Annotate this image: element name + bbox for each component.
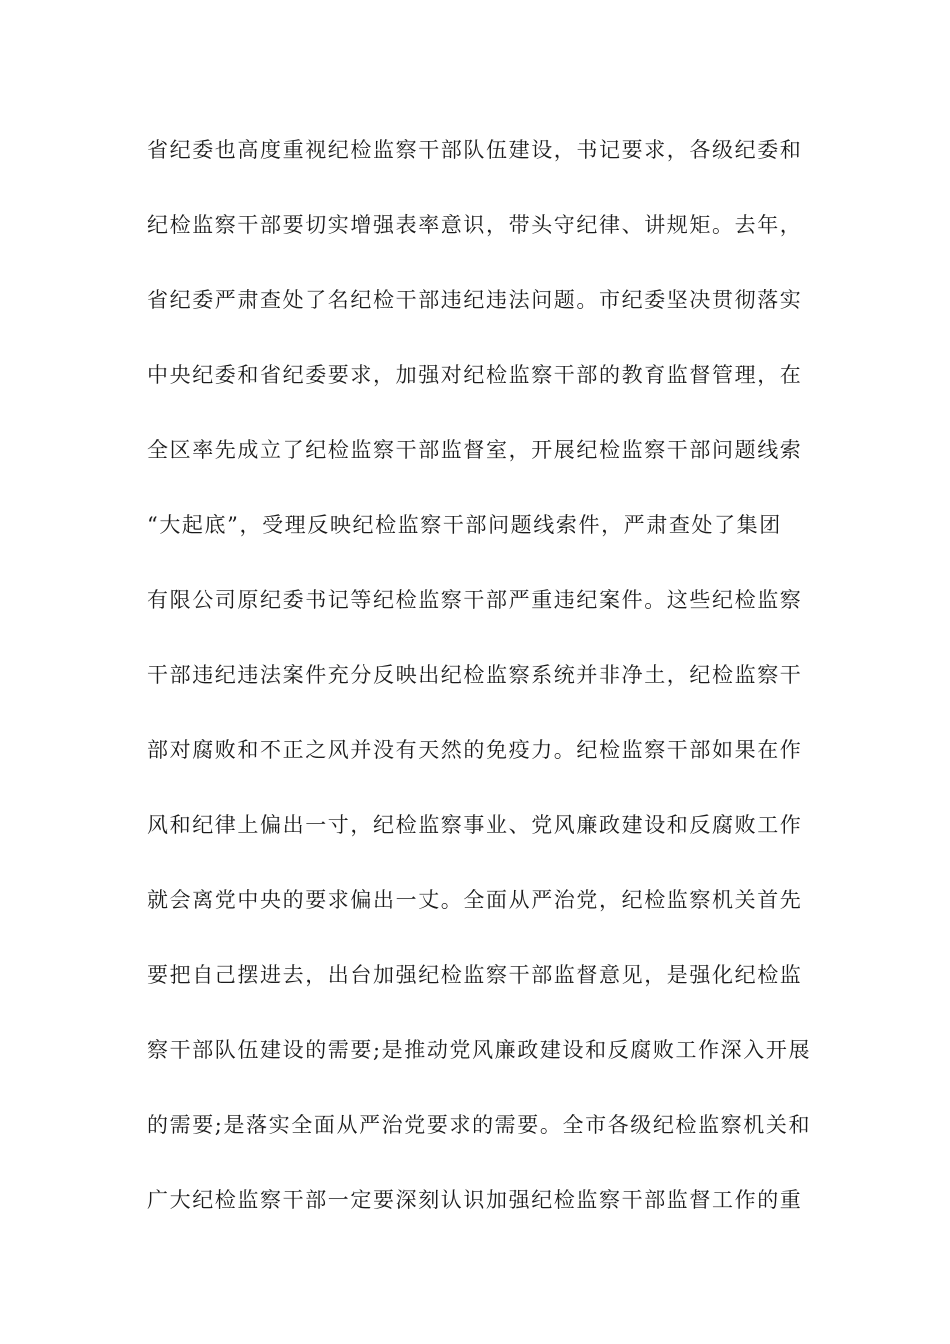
text-line: 省纪委也高度重视纪检监察干部队伍建设，书记要求，各级纪委和: [147, 138, 803, 162]
text-line: 广大纪检监察干部一定要深刻认识加强纪检监察干部监督工作的重: [147, 1188, 803, 1212]
text-line: 中央纪委和省纪委要求，加强对纪检监察干部的教育监督管理，在: [147, 363, 803, 387]
text-line: 察干部队伍建设的需要;是推动党风廉政建设和反腐败工作深入开展: [147, 1038, 812, 1062]
text-line: 干部违纪违法案件充分反映出纪检监察系统并非净土，纪检监察干: [147, 663, 803, 687]
text-line: “大起底”，受理反映纪检监察干部问题线索件，严肃查处了集团: [147, 513, 782, 537]
text-line: 纪检监察干部要切实增强表率意识，带头守纪律、讲规矩。去年，: [147, 213, 803, 237]
text-line: 的需要;是落实全面从严治党要求的需要。全市各级纪检监察机关和: [147, 1113, 812, 1137]
text-line: 全区率先成立了纪检监察干部监督室，开展纪检监察干部问题线索: [147, 438, 803, 462]
text-line: 有限公司原纪委书记等纪检监察干部严重违纪案件。这些纪检监察: [147, 588, 803, 612]
text-line: 要把自己摆进去，出台加强纪检监察干部监督意见，是强化纪检监: [147, 963, 803, 987]
text-line: 部对腐败和不正之风并没有天然的免疫力。纪检监察干部如果在作: [147, 738, 803, 762]
body-paragraph: [147, 130, 812, 1255]
text-line: 省纪委严肃查处了名纪检干部违纪违法问题。市纪委坚决贯彻落实: [147, 288, 803, 312]
text-line: 就会离党中央的要求偏出一丈。全面从严治党，纪检监察机关首先: [147, 888, 803, 912]
text-line: 风和纪律上偏出一寸，纪检监察事业、党风廉政建设和反腐败工作: [147, 813, 803, 837]
